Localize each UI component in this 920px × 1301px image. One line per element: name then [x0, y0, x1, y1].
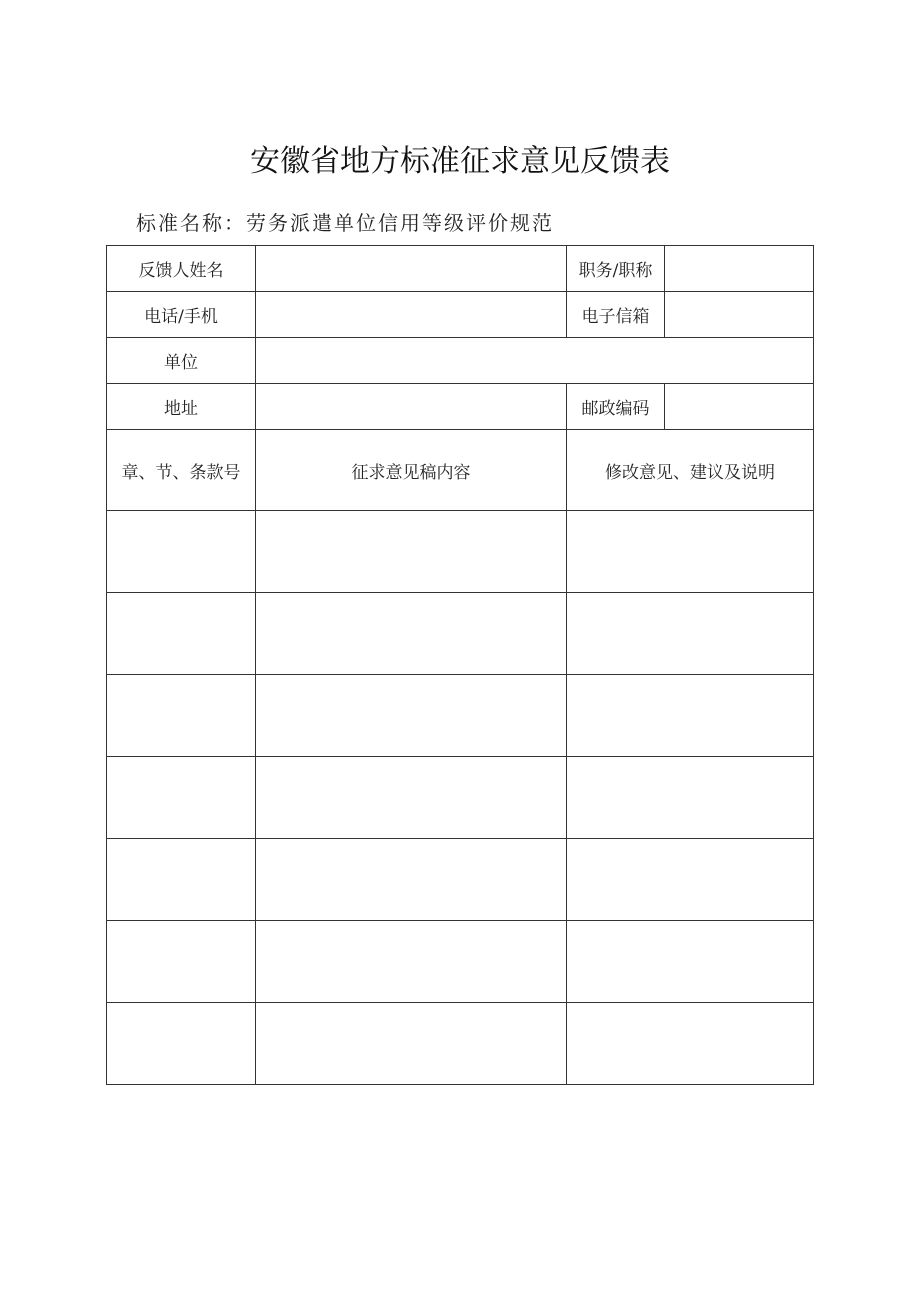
content-cell[interactable]	[256, 511, 567, 593]
feedback-form-table	[106, 245, 814, 1085]
address-field[interactable]	[256, 384, 567, 430]
row-phone	[107, 292, 814, 338]
row-address	[107, 384, 814, 430]
postcode-label: 邮政编码	[567, 384, 665, 430]
content-cell[interactable]	[256, 675, 567, 757]
table-row	[107, 675, 814, 757]
table-row	[107, 839, 814, 921]
table-row	[107, 757, 814, 839]
phone-label: 电话/手机	[107, 292, 256, 338]
clause-cell[interactable]	[107, 1003, 256, 1085]
postcode-field[interactable]	[665, 384, 814, 430]
table-row	[107, 1003, 814, 1085]
clause-cell[interactable]	[107, 511, 256, 593]
suggestion-cell[interactable]	[567, 511, 814, 593]
table-row	[107, 593, 814, 675]
comments-header-row	[107, 430, 814, 511]
clause-cell[interactable]	[107, 921, 256, 1003]
clause-cell[interactable]	[107, 839, 256, 921]
position-title-field[interactable]	[665, 246, 814, 292]
content-cell[interactable]	[256, 1003, 567, 1085]
address-label: 地址	[107, 384, 256, 430]
content-cell[interactable]	[256, 839, 567, 921]
feedback-person-label: 反馈人姓名	[107, 246, 256, 292]
clause-cell[interactable]	[107, 757, 256, 839]
suggestion-cell[interactable]	[567, 757, 814, 839]
header-draft-content: 征求意见稿内容	[256, 430, 567, 511]
content-cell[interactable]	[256, 593, 567, 675]
table-row	[107, 921, 814, 1003]
standard-name: 标准名称：劳务派遣单位信用等级评价规范	[136, 211, 554, 235]
content-cell[interactable]	[256, 921, 567, 1003]
suggestion-cell[interactable]	[567, 921, 814, 1003]
suggestion-cell[interactable]	[567, 593, 814, 675]
suggestion-cell[interactable]	[567, 675, 814, 757]
clause-cell[interactable]	[107, 675, 256, 757]
row-organization	[107, 338, 814, 384]
organization-label: 单位	[107, 338, 256, 384]
suggestion-cell[interactable]	[567, 839, 814, 921]
email-field[interactable]	[665, 292, 814, 338]
page-title: 安徽省地方标准征求意见反馈表	[250, 144, 670, 179]
organization-field[interactable]	[256, 338, 814, 384]
table-row	[107, 511, 814, 593]
suggestion-cell[interactable]	[567, 1003, 814, 1085]
position-title-label: 职务/职称	[567, 246, 665, 292]
header-clause-number: 章、节、条款号	[107, 430, 256, 511]
phone-field[interactable]	[256, 292, 567, 338]
header-suggestions: 修改意见、建议及说明	[567, 430, 814, 511]
feedback-person-field[interactable]	[256, 246, 567, 292]
content-cell[interactable]	[256, 757, 567, 839]
row-feedback-person	[107, 246, 814, 292]
clause-cell[interactable]	[107, 593, 256, 675]
email-label: 电子信箱	[567, 292, 665, 338]
